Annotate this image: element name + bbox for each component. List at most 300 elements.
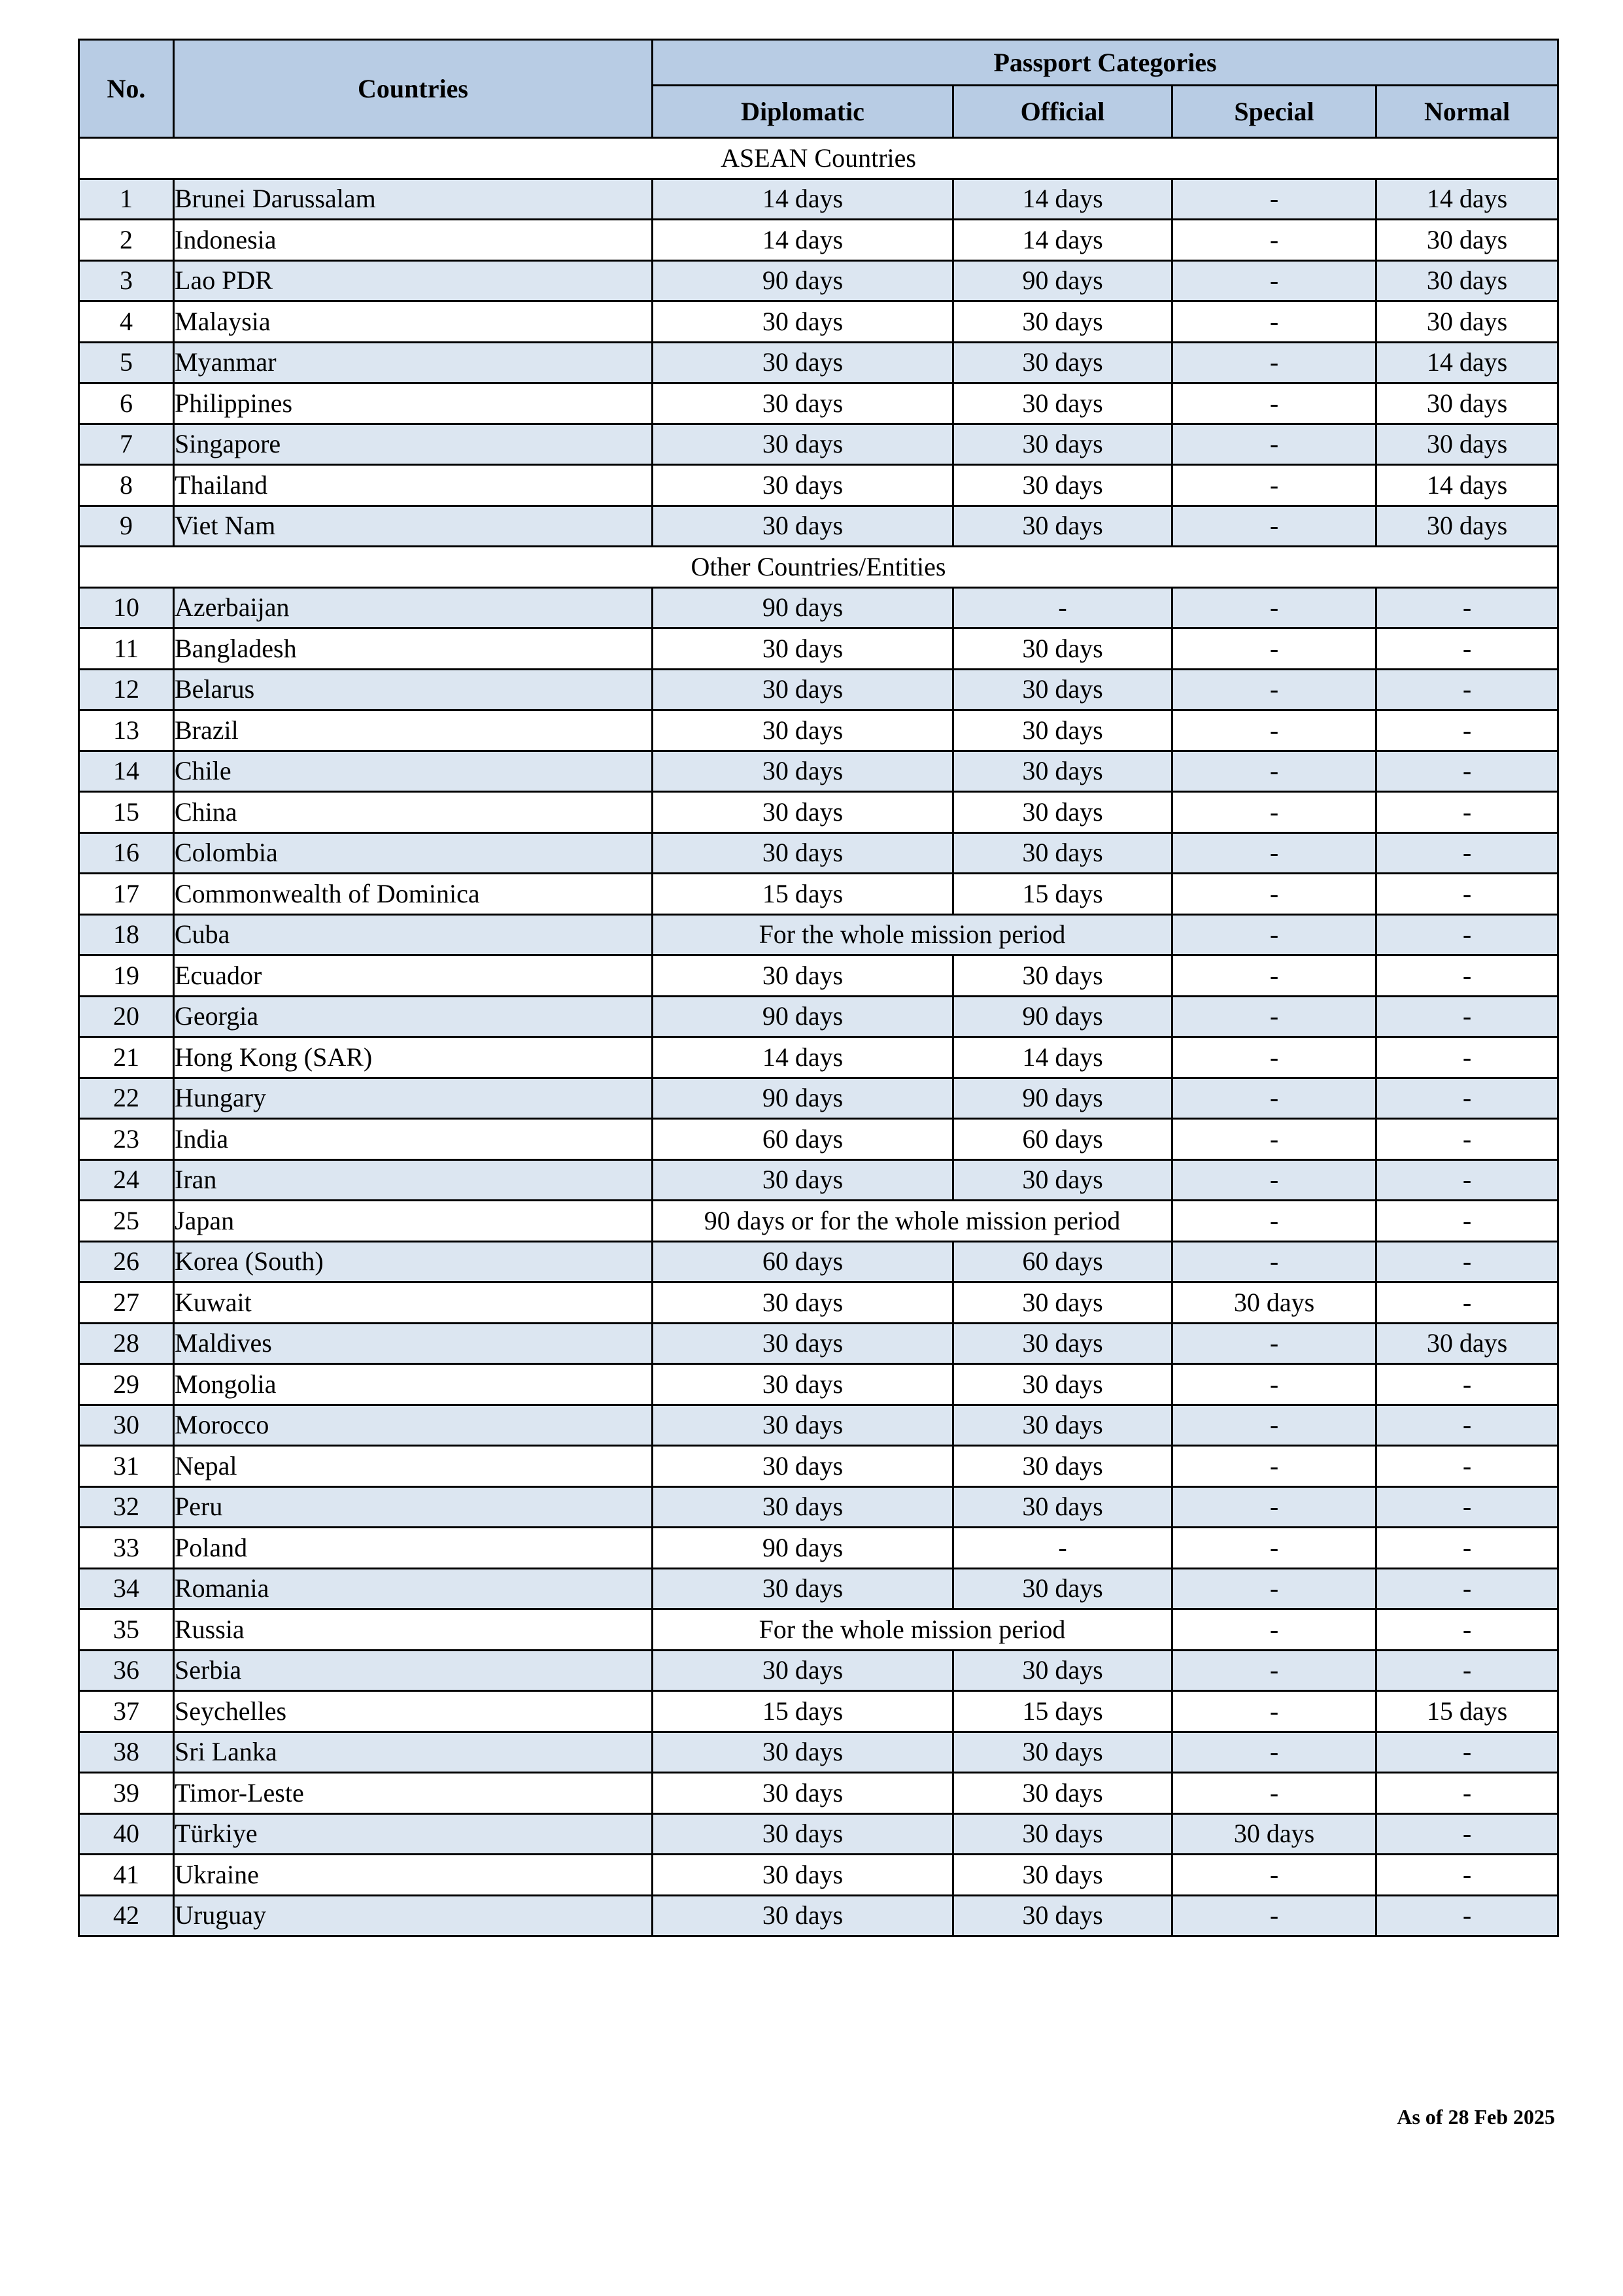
special-stay: -: [1172, 1528, 1376, 1569]
normal-stay: -: [1376, 710, 1558, 751]
row-number: 36: [79, 1650, 174, 1691]
diplomatic-stay: 30 days: [653, 1813, 953, 1855]
official-stay: 14 days: [953, 179, 1172, 220]
special-stay: -: [1172, 1650, 1376, 1691]
diplomatic-stay: 30 days: [653, 628, 953, 670]
country-name: Türkiye: [174, 1813, 653, 1855]
diplomatic-stay: 30 days: [653, 751, 953, 792]
special-stay: -: [1172, 669, 1376, 710]
special-stay: -: [1172, 342, 1376, 383]
normal-stay: -: [1376, 1486, 1558, 1528]
diplomatic-stay: 30 days: [653, 1323, 953, 1364]
diplomatic-stay: 30 days: [653, 1282, 953, 1324]
row-number: 33: [79, 1528, 174, 1569]
row-number: 11: [79, 628, 174, 670]
header-normal: Normal: [1376, 86, 1558, 138]
normal-stay: 30 days: [1376, 383, 1558, 424]
table-row: [79, 1364, 1558, 1405]
table-row: [79, 1855, 1558, 1896]
official-stay: 30 days: [953, 1405, 1172, 1446]
official-stay: 30 days: [953, 1732, 1172, 1773]
diplomatic-stay: 30 days: [653, 1159, 953, 1201]
official-stay: 30 days: [953, 792, 1172, 833]
special-stay: -: [1172, 383, 1376, 424]
official-stay: 15 days: [953, 1691, 1172, 1732]
as-of-date: As of 28 Feb 2025: [1397, 2105, 1555, 2129]
official-stay: 30 days: [953, 669, 1172, 710]
normal-stay: -: [1376, 955, 1558, 997]
normal-stay: -: [1376, 914, 1558, 955]
diplomatic-stay: 30 days: [653, 1446, 953, 1487]
diplomatic-stay: 30 days: [653, 465, 953, 506]
official-stay: 30 days: [953, 710, 1172, 751]
country-name: Georgia: [174, 996, 653, 1037]
official-stay: 30 days: [953, 383, 1172, 424]
official-stay: 30 days: [953, 1364, 1172, 1405]
normal-stay: -: [1376, 1037, 1558, 1078]
normal-stay: -: [1376, 1813, 1558, 1855]
special-stay: 30 days: [1172, 1282, 1376, 1324]
header-official: Official: [953, 86, 1172, 138]
official-stay: 30 days: [953, 1568, 1172, 1609]
table-row: [79, 1732, 1558, 1773]
table-row: [79, 628, 1558, 670]
normal-stay: -: [1376, 1609, 1558, 1651]
table-row: [79, 1813, 1558, 1855]
table-row: [79, 1201, 1558, 1242]
country-name: Ukraine: [174, 1855, 653, 1896]
country-name: Chile: [174, 751, 653, 792]
country-name: Hungary: [174, 1078, 653, 1119]
row-number: 39: [79, 1773, 174, 1814]
table-row: [79, 1119, 1558, 1160]
row-number: 31: [79, 1446, 174, 1487]
header-special: Special: [1172, 86, 1376, 138]
country-name: Indonesia: [174, 220, 653, 261]
normal-stay: -: [1376, 1241, 1558, 1282]
official-stay: 30 days: [953, 1323, 1172, 1364]
diplomatic-stay: 14 days: [653, 179, 953, 220]
country-name: Thailand: [174, 465, 653, 506]
row-number: 10: [79, 587, 174, 628]
normal-stay: -: [1376, 587, 1558, 628]
country-name: Kuwait: [174, 1282, 653, 1324]
row-number: 21: [79, 1037, 174, 1078]
diplomatic-stay: 30 days: [653, 383, 953, 424]
special-stay: -: [1172, 792, 1376, 833]
diplomatic-stay: 90 days: [653, 587, 953, 628]
table-body: [79, 138, 1558, 1936]
normal-stay: 14 days: [1376, 179, 1558, 220]
special-stay: -: [1172, 1323, 1376, 1364]
table-row: [79, 424, 1558, 465]
country-name: Timor-Leste: [174, 1773, 653, 1814]
official-stay: 14 days: [953, 1037, 1172, 1078]
diplomatic-stay: 30 days: [653, 301, 953, 343]
table-row: [79, 1037, 1558, 1078]
special-stay: -: [1172, 1201, 1376, 1242]
normal-stay: 30 days: [1376, 1323, 1558, 1364]
special-stay: -: [1172, 955, 1376, 997]
normal-stay: -: [1376, 996, 1558, 1037]
row-number: 16: [79, 832, 174, 874]
row-number: 14: [79, 751, 174, 792]
special-stay: -: [1172, 1078, 1376, 1119]
row-number: 42: [79, 1895, 174, 1936]
special-stay: 30 days: [1172, 1813, 1376, 1855]
country-name: Belarus: [174, 669, 653, 710]
official-stay: 30 days: [953, 1895, 1172, 1936]
row-number: 40: [79, 1813, 174, 1855]
row-number: 13: [79, 710, 174, 751]
special-stay: -: [1172, 1486, 1376, 1528]
diplomatic-stay: 14 days: [653, 1037, 953, 1078]
table-row: [79, 260, 1558, 301]
country-name: Peru: [174, 1486, 653, 1528]
normal-stay: -: [1376, 669, 1558, 710]
normal-stay: -: [1376, 1119, 1558, 1160]
row-number: 5: [79, 342, 174, 383]
normal-stay: -: [1376, 1855, 1558, 1896]
special-stay: -: [1172, 424, 1376, 465]
table-row: [79, 710, 1558, 751]
special-stay: -: [1172, 1895, 1376, 1936]
special-stay: -: [1172, 1364, 1376, 1405]
table-row: [79, 792, 1558, 833]
country-name: Nepal: [174, 1446, 653, 1487]
diplomatic-stay: 30 days: [653, 832, 953, 874]
country-name: Seychelles: [174, 1691, 653, 1732]
diplomatic-stay: 90 days: [653, 260, 953, 301]
row-number: 27: [79, 1282, 174, 1324]
normal-stay: -: [1376, 1078, 1558, 1119]
table-row: [79, 874, 1558, 915]
special-stay: -: [1172, 260, 1376, 301]
diplomatic-stay: 30 days: [653, 1364, 953, 1405]
section-row: [79, 547, 1558, 588]
table-header: [79, 40, 1558, 138]
country-name: Colombia: [174, 832, 653, 874]
table-row: [79, 669, 1558, 710]
country-name: Maldives: [174, 1323, 653, 1364]
country-name: Lao PDR: [174, 260, 653, 301]
row-number: 15: [79, 792, 174, 833]
country-name: China: [174, 792, 653, 833]
table-row: [79, 1405, 1558, 1446]
special-stay: -: [1172, 1691, 1376, 1732]
country-name: Azerbaijan: [174, 587, 653, 628]
country-name: Ecuador: [174, 955, 653, 997]
special-stay: -: [1172, 179, 1376, 220]
official-stay: 30 days: [953, 505, 1172, 547]
special-stay: -: [1172, 301, 1376, 343]
country-name: Viet Nam: [174, 505, 653, 547]
country-name: Iran: [174, 1159, 653, 1201]
row-number: 29: [79, 1364, 174, 1405]
country-name: Korea (South): [174, 1241, 653, 1282]
special-stay: -: [1172, 505, 1376, 547]
table-row: [79, 1528, 1558, 1569]
diplomatic-stay: 30 days: [653, 792, 953, 833]
table-row: [79, 220, 1558, 261]
row-number: 7: [79, 424, 174, 465]
normal-stay: -: [1376, 1773, 1558, 1814]
official-stay: 30 days: [953, 1813, 1172, 1855]
diplomatic-stay: 30 days: [653, 1895, 953, 1936]
row-number: 32: [79, 1486, 174, 1528]
normal-stay: 30 days: [1376, 260, 1558, 301]
diplomatic-stay: 30 days: [653, 955, 953, 997]
normal-stay: -: [1376, 1201, 1558, 1242]
row-number: 19: [79, 955, 174, 997]
country-name: Brazil: [174, 710, 653, 751]
special-stay: -: [1172, 1732, 1376, 1773]
table-row: [79, 1282, 1558, 1324]
official-stay: -: [953, 587, 1172, 628]
diplomatic-stay: 30 days: [653, 1568, 953, 1609]
normal-stay: -: [1376, 751, 1558, 792]
diplomatic-stay: 90 days: [653, 1528, 953, 1569]
official-stay: 30 days: [953, 301, 1172, 343]
normal-stay: 30 days: [1376, 424, 1558, 465]
row-number: 24: [79, 1159, 174, 1201]
header-passport-categories: Passport Categories: [653, 40, 1558, 86]
diplomatic-stay: 60 days: [653, 1119, 953, 1160]
row-number: 1: [79, 179, 174, 220]
special-stay: -: [1172, 1773, 1376, 1814]
normal-stay: -: [1376, 1895, 1558, 1936]
section-row: [79, 138, 1558, 179]
diplomatic-stay: 15 days: [653, 1691, 953, 1732]
diplomatic-stay: 30 days: [653, 1405, 953, 1446]
diplomatic-stay: 90 days: [653, 996, 953, 1037]
normal-stay: -: [1376, 1364, 1558, 1405]
special-stay: -: [1172, 751, 1376, 792]
special-stay: -: [1172, 465, 1376, 506]
table-row: [79, 751, 1558, 792]
table-row: [79, 996, 1558, 1037]
row-number: 30: [79, 1405, 174, 1446]
table-row: [79, 1078, 1558, 1119]
official-stay: 30 days: [953, 1486, 1172, 1528]
diplomatic-stay: 30 days: [653, 669, 953, 710]
country-name: Poland: [174, 1528, 653, 1569]
official-stay: 60 days: [953, 1119, 1172, 1160]
row-number: 6: [79, 383, 174, 424]
row-number: 12: [79, 669, 174, 710]
normal-stay: -: [1376, 628, 1558, 670]
official-stay: 30 days: [953, 628, 1172, 670]
special-stay: -: [1172, 1159, 1376, 1201]
table-row: [79, 1486, 1558, 1528]
official-stay: 30 days: [953, 1159, 1172, 1201]
country-name: Singapore: [174, 424, 653, 465]
normal-stay: 14 days: [1376, 342, 1558, 383]
official-stay: 30 days: [953, 832, 1172, 874]
country-name: Bangladesh: [174, 628, 653, 670]
official-stay: 30 days: [953, 465, 1172, 506]
country-name: India: [174, 1119, 653, 1160]
header-diplomatic: Diplomatic: [653, 86, 953, 138]
table-row: [79, 505, 1558, 547]
table-row: [79, 1773, 1558, 1814]
diplomatic-stay: 30 days: [653, 424, 953, 465]
row-number: 4: [79, 301, 174, 343]
table-row: [79, 914, 1558, 955]
official-stay: 90 days: [953, 996, 1172, 1037]
official-stay: -: [953, 1528, 1172, 1569]
country-name: Hong Kong (SAR): [174, 1037, 653, 1078]
table-row: [79, 465, 1558, 506]
diplomatic-official-stay: For the whole mission period: [653, 914, 1172, 955]
section-title: ASEAN Countries: [79, 138, 1558, 179]
normal-stay: -: [1376, 1282, 1558, 1324]
country-name: Brunei Darussalam: [174, 179, 653, 220]
official-stay: 30 days: [953, 342, 1172, 383]
special-stay: -: [1172, 874, 1376, 915]
special-stay: -: [1172, 628, 1376, 670]
row-number: 23: [79, 1119, 174, 1160]
row-number: 17: [79, 874, 174, 915]
normal-stay: 14 days: [1376, 465, 1558, 506]
row-number: 9: [79, 505, 174, 547]
special-stay: -: [1172, 1855, 1376, 1896]
normal-stay: 15 days: [1376, 1691, 1558, 1732]
row-number: 25: [79, 1201, 174, 1242]
official-stay: 30 days: [953, 955, 1172, 997]
country-name: Serbia: [174, 1650, 653, 1691]
special-stay: -: [1172, 996, 1376, 1037]
diplomatic-official-stay: 90 days or for the whole mission period: [653, 1201, 1172, 1242]
table-row: [79, 1568, 1558, 1609]
official-stay: 30 days: [953, 1855, 1172, 1896]
country-name: Commonwealth of Dominica: [174, 874, 653, 915]
special-stay: -: [1172, 1568, 1376, 1609]
normal-stay: -: [1376, 792, 1558, 833]
header-no: No.: [79, 40, 174, 138]
table-row: [79, 179, 1558, 220]
table-row: [79, 1609, 1558, 1651]
row-number: 28: [79, 1323, 174, 1364]
row-number: 8: [79, 465, 174, 506]
country-name: Cuba: [174, 914, 653, 955]
table-row: [79, 1691, 1558, 1732]
normal-stay: -: [1376, 1568, 1558, 1609]
official-stay: 30 days: [953, 751, 1172, 792]
normal-stay: -: [1376, 1650, 1558, 1691]
official-stay: 30 days: [953, 1773, 1172, 1814]
table-row: [79, 1650, 1558, 1691]
normal-stay: -: [1376, 832, 1558, 874]
table-row: [79, 832, 1558, 874]
section-title: Other Countries/Entities: [79, 547, 1558, 588]
table-row: [79, 1323, 1558, 1364]
country-name: Russia: [174, 1609, 653, 1651]
special-stay: -: [1172, 832, 1376, 874]
table-row: [79, 383, 1558, 424]
row-number: 35: [79, 1609, 174, 1651]
official-stay: 30 days: [953, 1446, 1172, 1487]
country-name: Malaysia: [174, 301, 653, 343]
country-name: Sri Lanka: [174, 1732, 653, 1773]
diplomatic-stay: 30 days: [653, 1855, 953, 1896]
table-row: [79, 587, 1558, 628]
row-number: 38: [79, 1732, 174, 1773]
row-number: 37: [79, 1691, 174, 1732]
country-name: Morocco: [174, 1405, 653, 1446]
normal-stay: -: [1376, 1159, 1558, 1201]
table-row: [79, 1159, 1558, 1201]
row-number: 26: [79, 1241, 174, 1282]
row-number: 3: [79, 260, 174, 301]
official-stay: 30 days: [953, 1282, 1172, 1324]
special-stay: -: [1172, 1446, 1376, 1487]
normal-stay: 30 days: [1376, 505, 1558, 547]
country-name: Japan: [174, 1201, 653, 1242]
special-stay: -: [1172, 220, 1376, 261]
official-stay: 14 days: [953, 220, 1172, 261]
table-row: [79, 301, 1558, 343]
row-number: 20: [79, 996, 174, 1037]
diplomatic-stay: 30 days: [653, 505, 953, 547]
special-stay: -: [1172, 1241, 1376, 1282]
country-name: Myanmar: [174, 342, 653, 383]
normal-stay: -: [1376, 1528, 1558, 1569]
diplomatic-stay: 30 days: [653, 1732, 953, 1773]
diplomatic-stay: 14 days: [653, 220, 953, 261]
normal-stay: -: [1376, 874, 1558, 915]
visa-exemption-table: [78, 39, 1559, 1937]
country-name: Philippines: [174, 383, 653, 424]
table-row: [79, 955, 1558, 997]
diplomatic-stay: 30 days: [653, 342, 953, 383]
official-stay: 30 days: [953, 1650, 1172, 1691]
table-row: [79, 1446, 1558, 1487]
normal-stay: 30 days: [1376, 301, 1558, 343]
table-row: [79, 1241, 1558, 1282]
row-number: 34: [79, 1568, 174, 1609]
special-stay: -: [1172, 914, 1376, 955]
official-stay: 90 days: [953, 1078, 1172, 1119]
special-stay: -: [1172, 1037, 1376, 1078]
official-stay: 30 days: [953, 424, 1172, 465]
diplomatic-stay: 30 days: [653, 710, 953, 751]
official-stay: 15 days: [953, 874, 1172, 915]
header-countries: Countries: [174, 40, 653, 138]
diplomatic-stay: 60 days: [653, 1241, 953, 1282]
diplomatic-stay: 30 days: [653, 1773, 953, 1814]
official-stay: 90 days: [953, 260, 1172, 301]
table-row: [79, 342, 1558, 383]
normal-stay: -: [1376, 1405, 1558, 1446]
row-number: 41: [79, 1855, 174, 1896]
normal-stay: -: [1376, 1446, 1558, 1487]
special-stay: -: [1172, 1405, 1376, 1446]
normal-stay: -: [1376, 1732, 1558, 1773]
country-name: Romania: [174, 1568, 653, 1609]
row-number: 2: [79, 220, 174, 261]
table-row: [79, 1895, 1558, 1936]
diplomatic-official-stay: For the whole mission period: [653, 1609, 1172, 1651]
row-number: 18: [79, 914, 174, 955]
official-stay: 60 days: [953, 1241, 1172, 1282]
normal-stay: 30 days: [1376, 220, 1558, 261]
special-stay: -: [1172, 710, 1376, 751]
row-number: 22: [79, 1078, 174, 1119]
diplomatic-stay: 90 days: [653, 1078, 953, 1119]
diplomatic-stay: 30 days: [653, 1650, 953, 1691]
special-stay: -: [1172, 1119, 1376, 1160]
